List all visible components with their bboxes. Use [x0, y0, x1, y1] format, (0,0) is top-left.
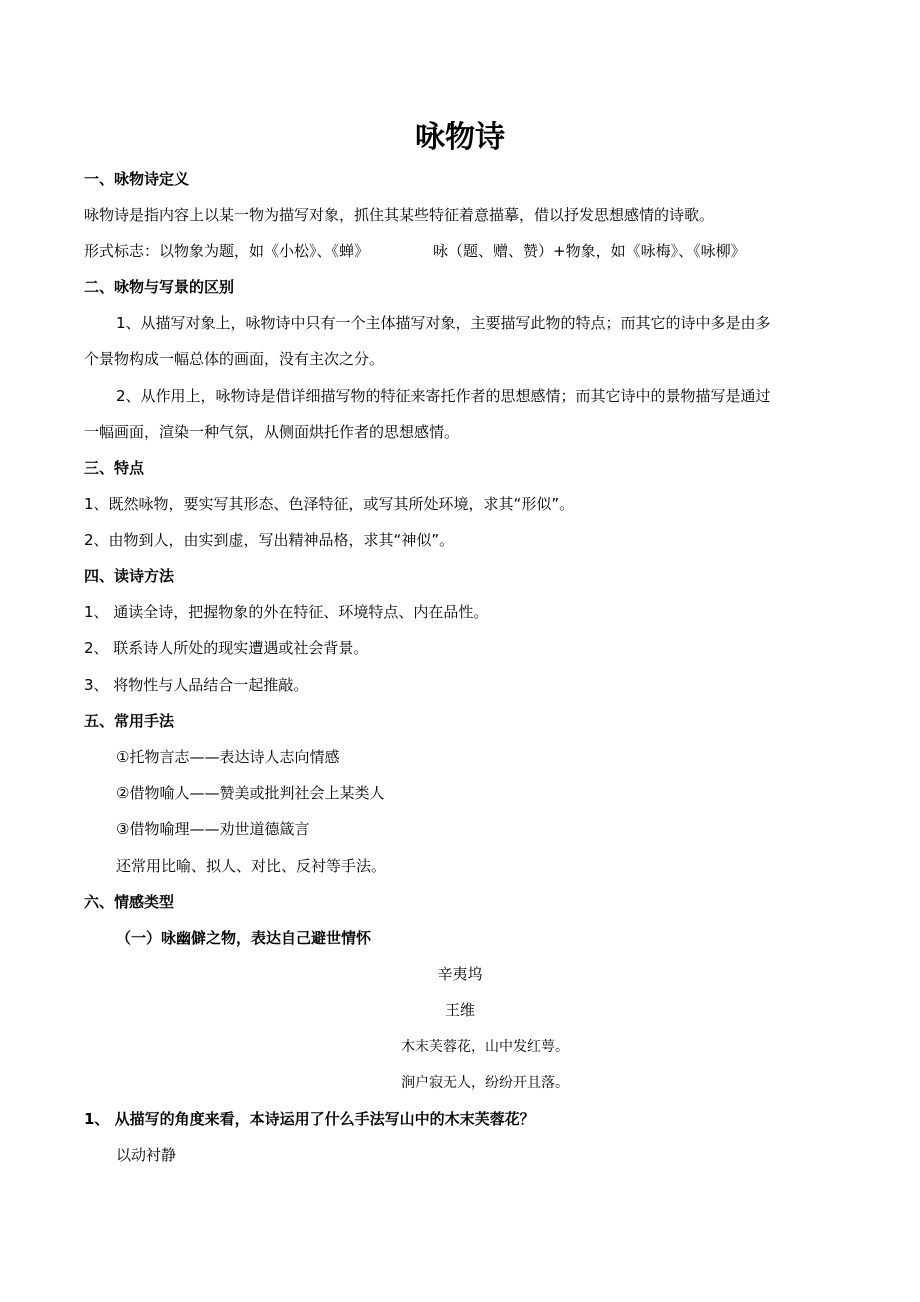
difference-1-line-1: 1、从描写对象上，咏物诗中只有一个主体描写对象，主要描写此物的特点；而其它的诗中多是由多 [116, 314, 771, 332]
section-6-heading: 六、情感类型 [84, 893, 175, 911]
answer-text: 以动衬静 [116, 1146, 177, 1164]
reading-method-item: 3、 将物性与人品结合一起推敲。 [84, 676, 309, 694]
section-3-heading: 三、特点 [84, 459, 145, 477]
difference-2-line-2: 一幅画面，渲染一种气氛，从侧面烘托作者的思想感情。 [84, 423, 460, 441]
technique-item: ②借物喻人——赞美或批判社会上某类人 [116, 784, 385, 802]
poem-author: 王维 [444, 1001, 475, 1019]
form-sign-text: 形式标志：以物象为题，如《小松》、《蝉》 [84, 242, 370, 260]
reading-method-item: 2、 联系诗人所处的现实遭遇或社会背景。 [84, 639, 369, 657]
question-text: 1、 从描写的角度来看，本诗运用了什么手法写山中的木末芙蓉花？ [84, 1110, 535, 1128]
poem-title: 辛夷坞 [437, 965, 483, 983]
difference-1-line-2: 个景物构成一幅总体的画面，没有主次之分。 [84, 350, 385, 368]
definition-text: 咏物诗是指内容上以某一物为描写对象，抓住其某些特征着意描摹，借以抒发思想感情的诗歌。 [84, 206, 715, 224]
feature-item: 2、由物到人，由实到虚，写出精神品格，求其“神似”。 [84, 531, 455, 549]
form-sign-example: 咏（题、赠、赞）+物象，如《咏梅》、《咏柳》 [433, 242, 746, 260]
technique-item: ①托物言志——表达诗人志向情感 [116, 748, 340, 766]
section-2-heading: 二、咏物与写景的区别 [84, 278, 235, 296]
section-5-heading: 五、常用手法 [84, 712, 175, 730]
technique-item: ③借物喻理——劝世道德箴言 [116, 820, 310, 838]
poem-line: 涧户寂无人，纷纷开且落。 [401, 1075, 569, 1091]
section-4-heading: 四、读诗方法 [84, 567, 175, 585]
section-1-heading: 一、咏物诗定义 [84, 170, 190, 188]
reading-method-item: 1、 通读全诗，把握物象的外在特征、环境特点、内在品性。 [84, 603, 489, 621]
poem-line: 木末芙蓉花，山中发红萼。 [401, 1039, 569, 1055]
page-title: 咏物诗 [415, 120, 505, 155]
technique-note: 还常用比喻、拟人、对比、反衬等手法。 [116, 857, 387, 875]
feature-item: 1、既然咏物，要实写其形态、色泽特征，或写其所处环境，求其“形似”。 [84, 495, 575, 513]
difference-2-line-1: 2、从作用上，咏物诗是借详细描写物的特征来寄托作者的思想感情；而其它诗中的景物描写是通过 [116, 387, 771, 405]
emotion-subheading: （一）咏幽僻之物，表达自己避世情怀 [116, 929, 372, 947]
